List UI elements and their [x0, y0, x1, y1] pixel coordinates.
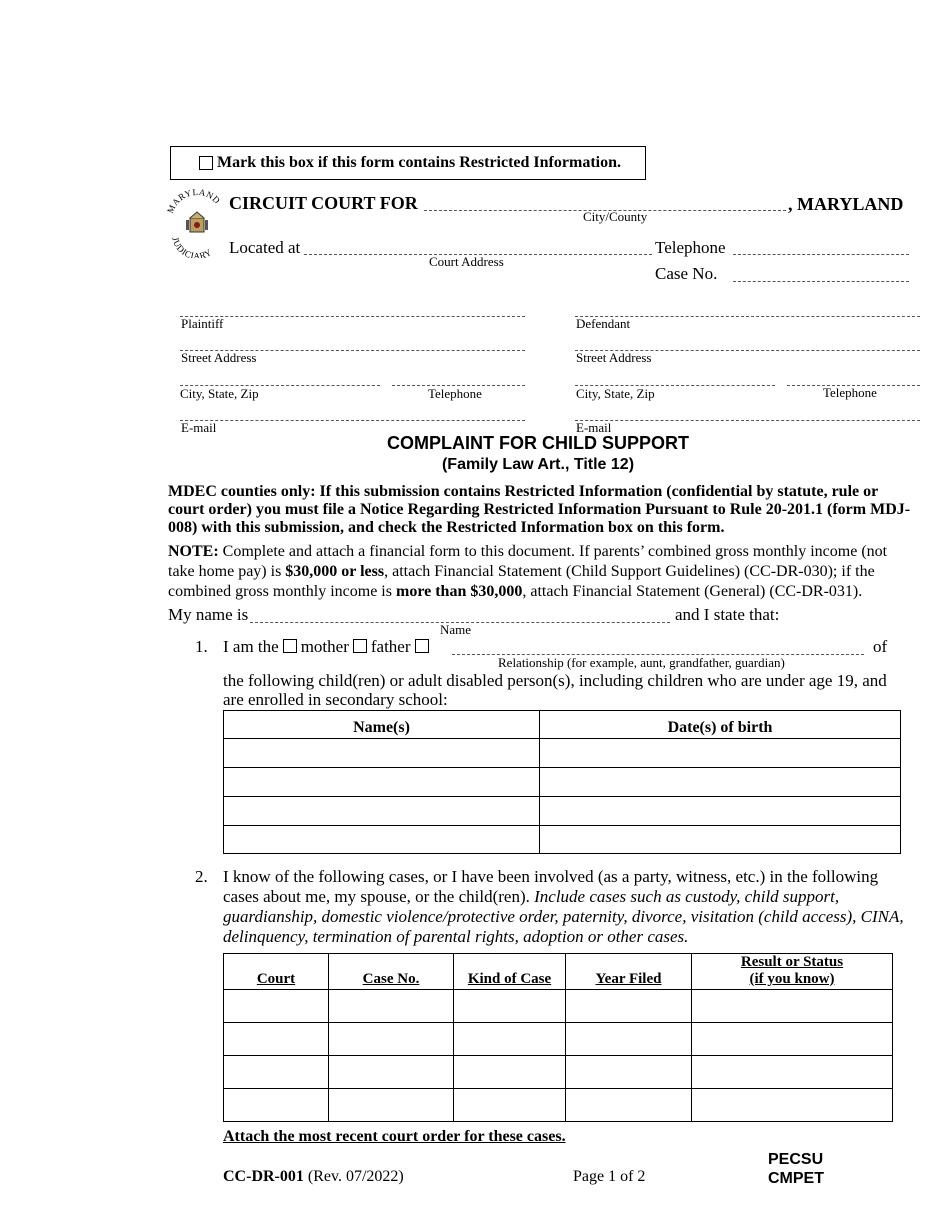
case-cell[interactable]	[692, 1089, 893, 1122]
child-name-cell[interactable]	[224, 739, 540, 768]
city-county-label: City/County	[583, 209, 648, 224]
plaintiff-label: Plaintiff	[181, 316, 224, 331]
case-no-header: Case No.	[329, 954, 454, 990]
case-cell[interactable]	[329, 1056, 454, 1089]
item2-plain: I know of the following cases, or I have been involved (as a party, witness, etc.) in the following cases about me, my spouse, or the child(ren).	[223, 867, 879, 906]
restricted-info-box	[170, 146, 646, 180]
maryland-judiciary-seal	[166, 188, 228, 258]
children-table-header	[224, 711, 901, 739]
mother-label: mother	[300, 637, 349, 656]
item2-italic: Include cases such as custody, child support, guardianship, domestic violence/protective order, paternity, divorce, visitation (child access), CINA, delinquency, termination of parental rights, adoption or other cases.	[223, 887, 904, 946]
case-no-line[interactable]	[733, 281, 909, 282]
result-status-header	[692, 954, 893, 990]
year-filed-header: Year Filed	[566, 954, 692, 990]
child-name-cell[interactable]	[224, 768, 540, 797]
court-address-label: Court Address	[429, 254, 504, 269]
table-row	[224, 1023, 893, 1056]
names-header: Name(s)	[224, 711, 540, 739]
result-status-line2: (if you know)	[749, 971, 835, 987]
footer-code-1: PECSU	[768, 1151, 824, 1168]
item1-text: the following child(ren) or adult disabled person(s), including children who are under age 19, and are enrolled in secondary school:	[223, 671, 887, 709]
defendant-email-line[interactable]	[575, 420, 920, 421]
case-cell[interactable]	[566, 1023, 692, 1056]
defendant-phone-label: Telephone	[823, 385, 877, 400]
restricted-label: Mark this box if this form contains Restricted Information.	[217, 154, 621, 171]
case-cell[interactable]	[329, 1089, 454, 1122]
form-revision: (Rev. 07/2022)	[303, 1168, 404, 1185]
dob-header: Date(s) of birth	[540, 711, 901, 739]
child-name-cell[interactable]	[224, 826, 540, 854]
case-cell[interactable]	[454, 990, 566, 1023]
svg-text:MARYLAND	[166, 188, 222, 215]
form-subtitle: (Family Law Art., Title 12)	[441, 456, 635, 473]
table-row	[224, 739, 901, 768]
case-cell[interactable]	[454, 1089, 566, 1122]
plaintiff-line[interactable]	[180, 316, 525, 317]
relationship-label: Relationship (for example, aunt, grandfather, guardian)	[498, 655, 785, 670]
result-status-line1: Result or Status	[740, 954, 844, 970]
note-label: NOTE:	[168, 543, 219, 560]
note-text-2: , attach Financial Statement (Child Support Guidelines) (CC-DR-030); if the combined gross monthly income is	[168, 563, 875, 600]
i-am-the-label: I am the	[223, 637, 279, 656]
case-cell[interactable]	[329, 990, 454, 1023]
child-dob-cell[interactable]	[540, 739, 901, 768]
my-name-suffix: and I state that:	[675, 605, 780, 624]
cases-table	[223, 953, 893, 1122]
case-cell[interactable]	[454, 1056, 566, 1089]
form-id: CC-DR-001	[223, 1168, 304, 1185]
kind-of-case-header: Kind of Case	[454, 954, 566, 990]
my-name-label: Name	[440, 622, 472, 637]
plaintiff-email-label: E-mail	[181, 420, 217, 435]
other-relationship-checkbox[interactable]	[415, 639, 429, 653]
court-suffix: , MARYLAND	[788, 194, 904, 214]
child-dob-cell[interactable]	[540, 797, 901, 826]
case-cell[interactable]	[329, 1023, 454, 1056]
restricted-checkbox[interactable]	[199, 156, 213, 170]
case-cell[interactable]	[566, 990, 692, 1023]
item1-number: 1.	[195, 637, 208, 656]
child-dob-cell[interactable]	[540, 826, 901, 854]
telephone-line[interactable]	[733, 254, 909, 255]
plaintiff-phone-label: Telephone	[428, 386, 482, 401]
attach-court-order-note: Attach the most recent court order for these cases.	[223, 1128, 566, 1145]
plaintiff-street-label: Street Address	[181, 350, 257, 365]
table-row	[224, 1056, 893, 1089]
table-row	[224, 826, 901, 854]
note-text-3: , attach Financial Statement (General) (CC-DR-031).	[522, 583, 863, 600]
case-cell[interactable]	[454, 1023, 566, 1056]
telephone-label: Telephone	[655, 238, 726, 257]
case-cell[interactable]	[224, 990, 329, 1023]
father-checkbox[interactable]	[353, 639, 367, 653]
item2-text	[223, 867, 913, 947]
case-cell[interactable]	[692, 990, 893, 1023]
footer-codes	[768, 1150, 824, 1188]
mother-checkbox[interactable]	[283, 639, 297, 653]
child-name-cell[interactable]	[224, 797, 540, 826]
cases-table-header	[224, 954, 893, 990]
case-cell[interactable]	[224, 1089, 329, 1122]
table-row	[224, 768, 901, 797]
table-row	[224, 797, 901, 826]
svg-text:JUDICIARY	[170, 236, 213, 258]
page-number: Page 1 of 2	[573, 1168, 646, 1185]
note-bold-1: $30,000 or less	[285, 563, 385, 580]
child-dob-cell[interactable]	[540, 768, 901, 797]
children-table	[223, 710, 901, 854]
case-cell[interactable]	[224, 1023, 329, 1056]
mdec-notice: MDEC counties only: If this submission contains Restricted Information (confidential by statute, rule or court order) you must file a Notice Regarding Restricted Information Pursuant to Rule 20-201.1 (form MDJ-008) with this submission, and check the Restricted Information box on this form.	[168, 483, 911, 536]
case-cell[interactable]	[224, 1056, 329, 1089]
form-title: COMPLAINT FOR CHILD SUPPORT	[387, 433, 689, 453]
item1-line	[223, 637, 433, 657]
father-label: father	[370, 637, 411, 656]
case-no-label: Case No.	[655, 264, 718, 283]
located-at-label: Located at	[229, 238, 301, 257]
footer-code-2: CMPET	[768, 1170, 824, 1187]
financial-note	[168, 542, 913, 602]
defendant-street-label: Street Address	[576, 350, 652, 365]
plaintiff-email-line[interactable]	[180, 420, 525, 421]
table-row	[224, 1089, 893, 1122]
seal-top-text: MARYLAND	[166, 188, 223, 215]
note-bold-2: more than $30,000	[395, 583, 523, 600]
case-cell[interactable]	[566, 1056, 692, 1089]
case-cell[interactable]	[692, 1056, 893, 1089]
note-text-1: Complete and attach a financial form to this document. If parents’ combined gross monthly income (not take home pay) is	[168, 543, 888, 580]
case-cell[interactable]	[566, 1089, 692, 1122]
defendant-city-label: City, State, Zip	[576, 386, 655, 401]
my-name-prefix: My name is	[168, 605, 249, 624]
footer-form-id	[223, 1168, 404, 1186]
table-row	[224, 990, 893, 1023]
court-prefix: CIRCUIT COURT FOR	[229, 193, 418, 213]
court-header: Court	[224, 954, 329, 990]
item2-number: 2.	[195, 867, 208, 886]
seal-bottom-text: JUDICIARY	[170, 236, 214, 258]
case-cell[interactable]	[692, 1023, 893, 1056]
plaintiff-city-label: City, State, Zip	[180, 386, 259, 401]
defendant-email-label: E-mail	[576, 420, 612, 435]
defendant-label: Defendant	[576, 316, 631, 331]
of-label: of	[873, 637, 888, 656]
